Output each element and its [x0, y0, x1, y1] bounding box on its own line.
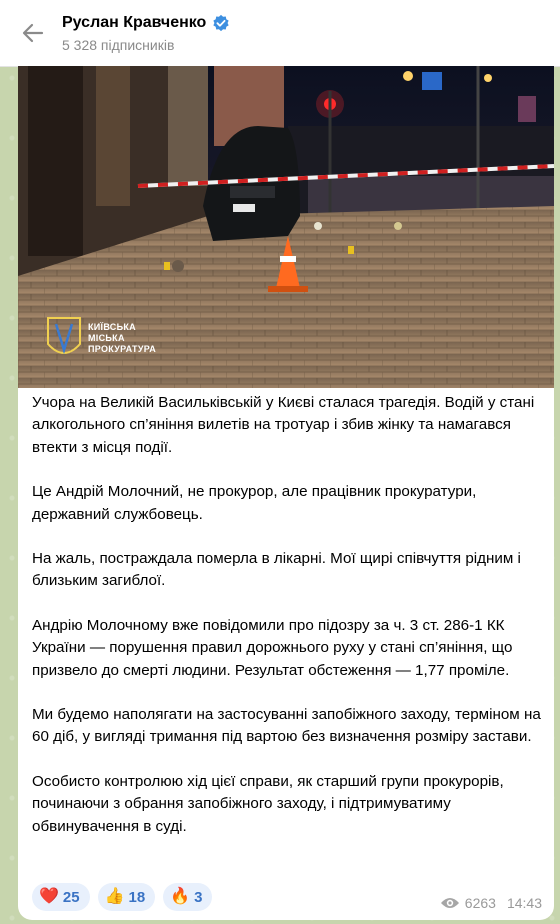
watermark-line: ПРОКУРАТУРА [88, 344, 157, 354]
channel-name: Руслан Кравченко [62, 13, 207, 31]
reaction-thumbs-up[interactable] [98, 883, 156, 911]
reaction-count: 3 [194, 888, 203, 906]
fire-icon: 🔥 [170, 888, 191, 905]
subscriber-count: 5 328 підписників [62, 36, 175, 53]
post-paragraph: Ми будемо наполягати на застосуванні запобіжного заходу, терміном на 60 діб, у вигляді тримання під вартою без визначення розміру застави. [32, 706, 541, 746]
reaction-heart[interactable] [32, 883, 90, 911]
arrow-left-icon [22, 22, 44, 44]
reaction-count: 18 [128, 888, 146, 906]
message-time: 14:43 [506, 895, 542, 911]
eye-icon [440, 896, 460, 910]
post-paragraph: На жаль, постраждала померла в лікарні. Мої щирі співчуття рідним і близьким загиблої. [32, 550, 521, 590]
watermark-line: МІСЬКА [88, 333, 125, 343]
chat-header [0, 0, 560, 67]
channel-title-block[interactable] [62, 14, 230, 53]
reaction-fire[interactable] [163, 883, 212, 911]
verified-badge-icon [212, 14, 230, 32]
thumbs-up-icon: 👍 [104, 888, 125, 905]
reaction-count: 25 [62, 888, 80, 906]
view-count: 6263 [464, 895, 496, 911]
post-paragraph: Андрію Молочному вже повідомили про підозру за ч. 3 ст. 286-1 КК України — порушення правил дорожнього руху у стані сп’яніння, що призвело до смерті людини. Результат обстеження — 1,77 проміле. [32, 616, 513, 679]
post-paragraph: Учора на Великій Васильківській у Києві сталася трагедія. Водій у стані алкогольного сп’яніння вилетів на тротуар і збив жінку та намагався втекти з місця події. [32, 394, 535, 456]
message-meta [440, 895, 542, 911]
reactions-bar [32, 883, 212, 911]
post-photo[interactable] [18, 66, 554, 388]
back-button[interactable] [18, 18, 48, 48]
message-bubble [18, 66, 554, 920]
post-paragraph: Це Андрій Молочний, не прокурор, але працівник прокуратури, державний службовець. [32, 483, 477, 523]
watermark-line: КИЇВСЬКА [88, 322, 136, 332]
photo-watermark [88, 322, 156, 355]
post-text [32, 392, 544, 860]
post-paragraph: Особисто контролюю хід цієї справи, як старший групи прокурорів, починаючи з обрання запобіжного заходу, і підтримуватиму обвинувачення в суді. [32, 772, 504, 835]
heart-icon: ❤️ [39, 888, 59, 905]
